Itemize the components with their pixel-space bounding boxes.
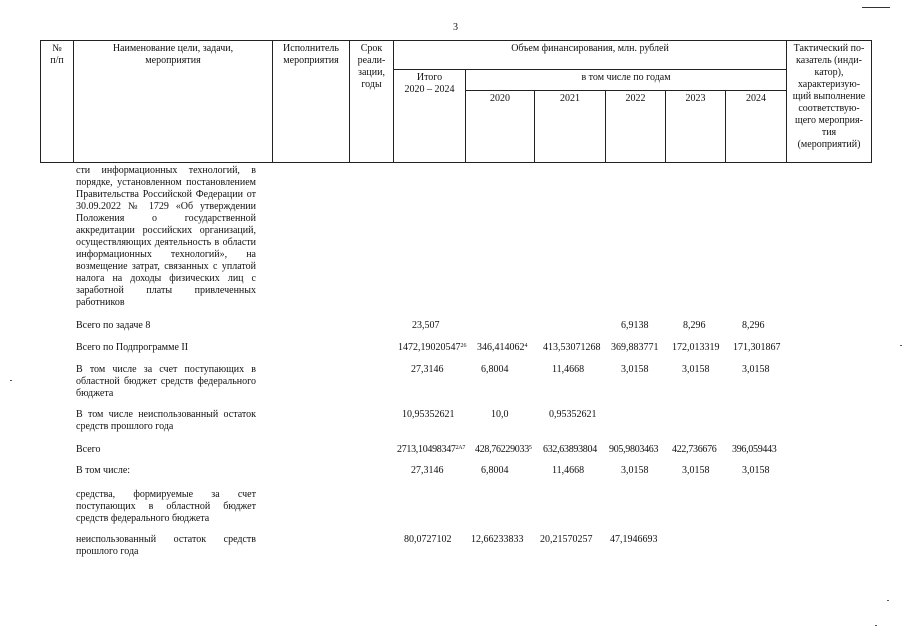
row-2020: 10,0	[491, 409, 509, 420]
row-total: 27,3146	[411, 364, 444, 375]
scan-speck	[10, 380, 12, 381]
row-2022: 369,883771	[611, 342, 659, 353]
row-2024: 3,0158	[742, 465, 770, 476]
row-label: неиспользованный остаток средств прошлого года	[76, 534, 256, 557]
row-total: 27,3146	[411, 465, 444, 476]
row-2020: 346,414062$^4$	[477, 342, 528, 353]
header-term: Срок реали- зации, годы	[349, 40, 394, 163]
row-2021: 0,95352621	[549, 409, 597, 420]
scan-speck	[900, 345, 902, 346]
row-total: 80,0727102	[404, 534, 452, 545]
row-2023: 3,0158	[682, 465, 710, 476]
row-2020: 12,66233833	[471, 534, 524, 545]
row-label: В том числе:	[76, 465, 131, 476]
row-2021: 632,63893804	[543, 444, 597, 455]
header-year-2021: 2021	[534, 90, 606, 163]
header-executor: Исполнитель мероприятия	[272, 40, 350, 163]
header-indicator: Тактический по- казатель (инди- катор), характеризую- щий выполнение соответствую- щего мероприя- тия (мероприятий)	[786, 40, 872, 163]
header-total: Итого 2020 – 2024	[393, 69, 466, 163]
row-2020: 6,8004	[481, 465, 509, 476]
scan-speck	[875, 625, 877, 626]
row-2024: 396,059443	[732, 444, 777, 455]
header-name: Наименование цели, задачи, мероприятия	[73, 40, 273, 163]
header-year-2024: 2024	[725, 90, 787, 163]
row-2023: 172,013319	[672, 342, 720, 353]
header-num: № п/п	[40, 40, 74, 163]
row-2020: 6,8004	[481, 364, 509, 375]
header-year-2023: 2023	[665, 90, 726, 163]
row-label: В том числе за счет поступающих в областной бюджет средств федерального бюджета	[76, 364, 256, 399]
top-edge-line	[862, 7, 890, 8]
row-2024: 8,296	[742, 320, 765, 331]
header-year-2022: 2022	[605, 90, 666, 163]
row-2024: 171,301867	[733, 342, 781, 353]
row-2021: 413,53071268	[543, 342, 601, 353]
row-2023: 8,296	[683, 320, 706, 331]
row-2022: 905,9803463	[609, 444, 659, 455]
row-2024: 3,0158	[742, 364, 770, 375]
header-years-group: в том числе по годам	[465, 69, 787, 91]
row-total: $2713,10498347^{2А7}$	[397, 444, 466, 455]
table-header	[40, 40, 872, 163]
row-2020: 428,76229033$^5$	[475, 444, 532, 455]
row-2021: 20,21570257	[540, 534, 593, 545]
row-label: Всего по Подпрограмме II	[76, 342, 189, 353]
row-2022: 6,9138	[621, 320, 649, 331]
row-label: Всего по задаче 8	[76, 320, 151, 331]
header-year-2020: 2020	[465, 90, 535, 163]
header-financing: Объем финансирования, млн. рублей	[393, 40, 787, 70]
row-2023: 422,736676	[672, 444, 717, 455]
row-2023: 3,0158	[682, 364, 710, 375]
scan-speck	[887, 600, 889, 601]
row-total: 1472,19020547$^{26}$	[398, 342, 467, 353]
row-label: В том числе неиспользованный остаток средств прошлого года	[76, 409, 256, 432]
row-2022: 3,0158	[621, 465, 649, 476]
row-total: 10,95352621	[402, 409, 455, 420]
row-2022: 3,0158	[621, 364, 649, 375]
row-label: Всего	[76, 444, 101, 455]
row-2022: 47,1946693	[610, 534, 658, 545]
row-2021: 11,4668	[552, 364, 585, 375]
row-2021: 11,4668	[552, 465, 585, 476]
continuation-text: сти информационных технологий, в порядке, установленном постановлением Правительства Российской Федерации от 30.09.2022 № 1729 «Об утверждении Положения о государственной аккредитации российских организаций, осуществляющих деятельность в области информационных технологий», на возмещение затрат, связанных с уплатой налога на доходы физических лиц с заработной платы привлеченных работников	[76, 165, 256, 308]
row-total: 23,507	[412, 320, 440, 331]
page-number: 3	[453, 22, 458, 33]
row-label: средства, формируемые за счет поступающих в областной бюджет средств федерального бюджета	[76, 489, 256, 524]
